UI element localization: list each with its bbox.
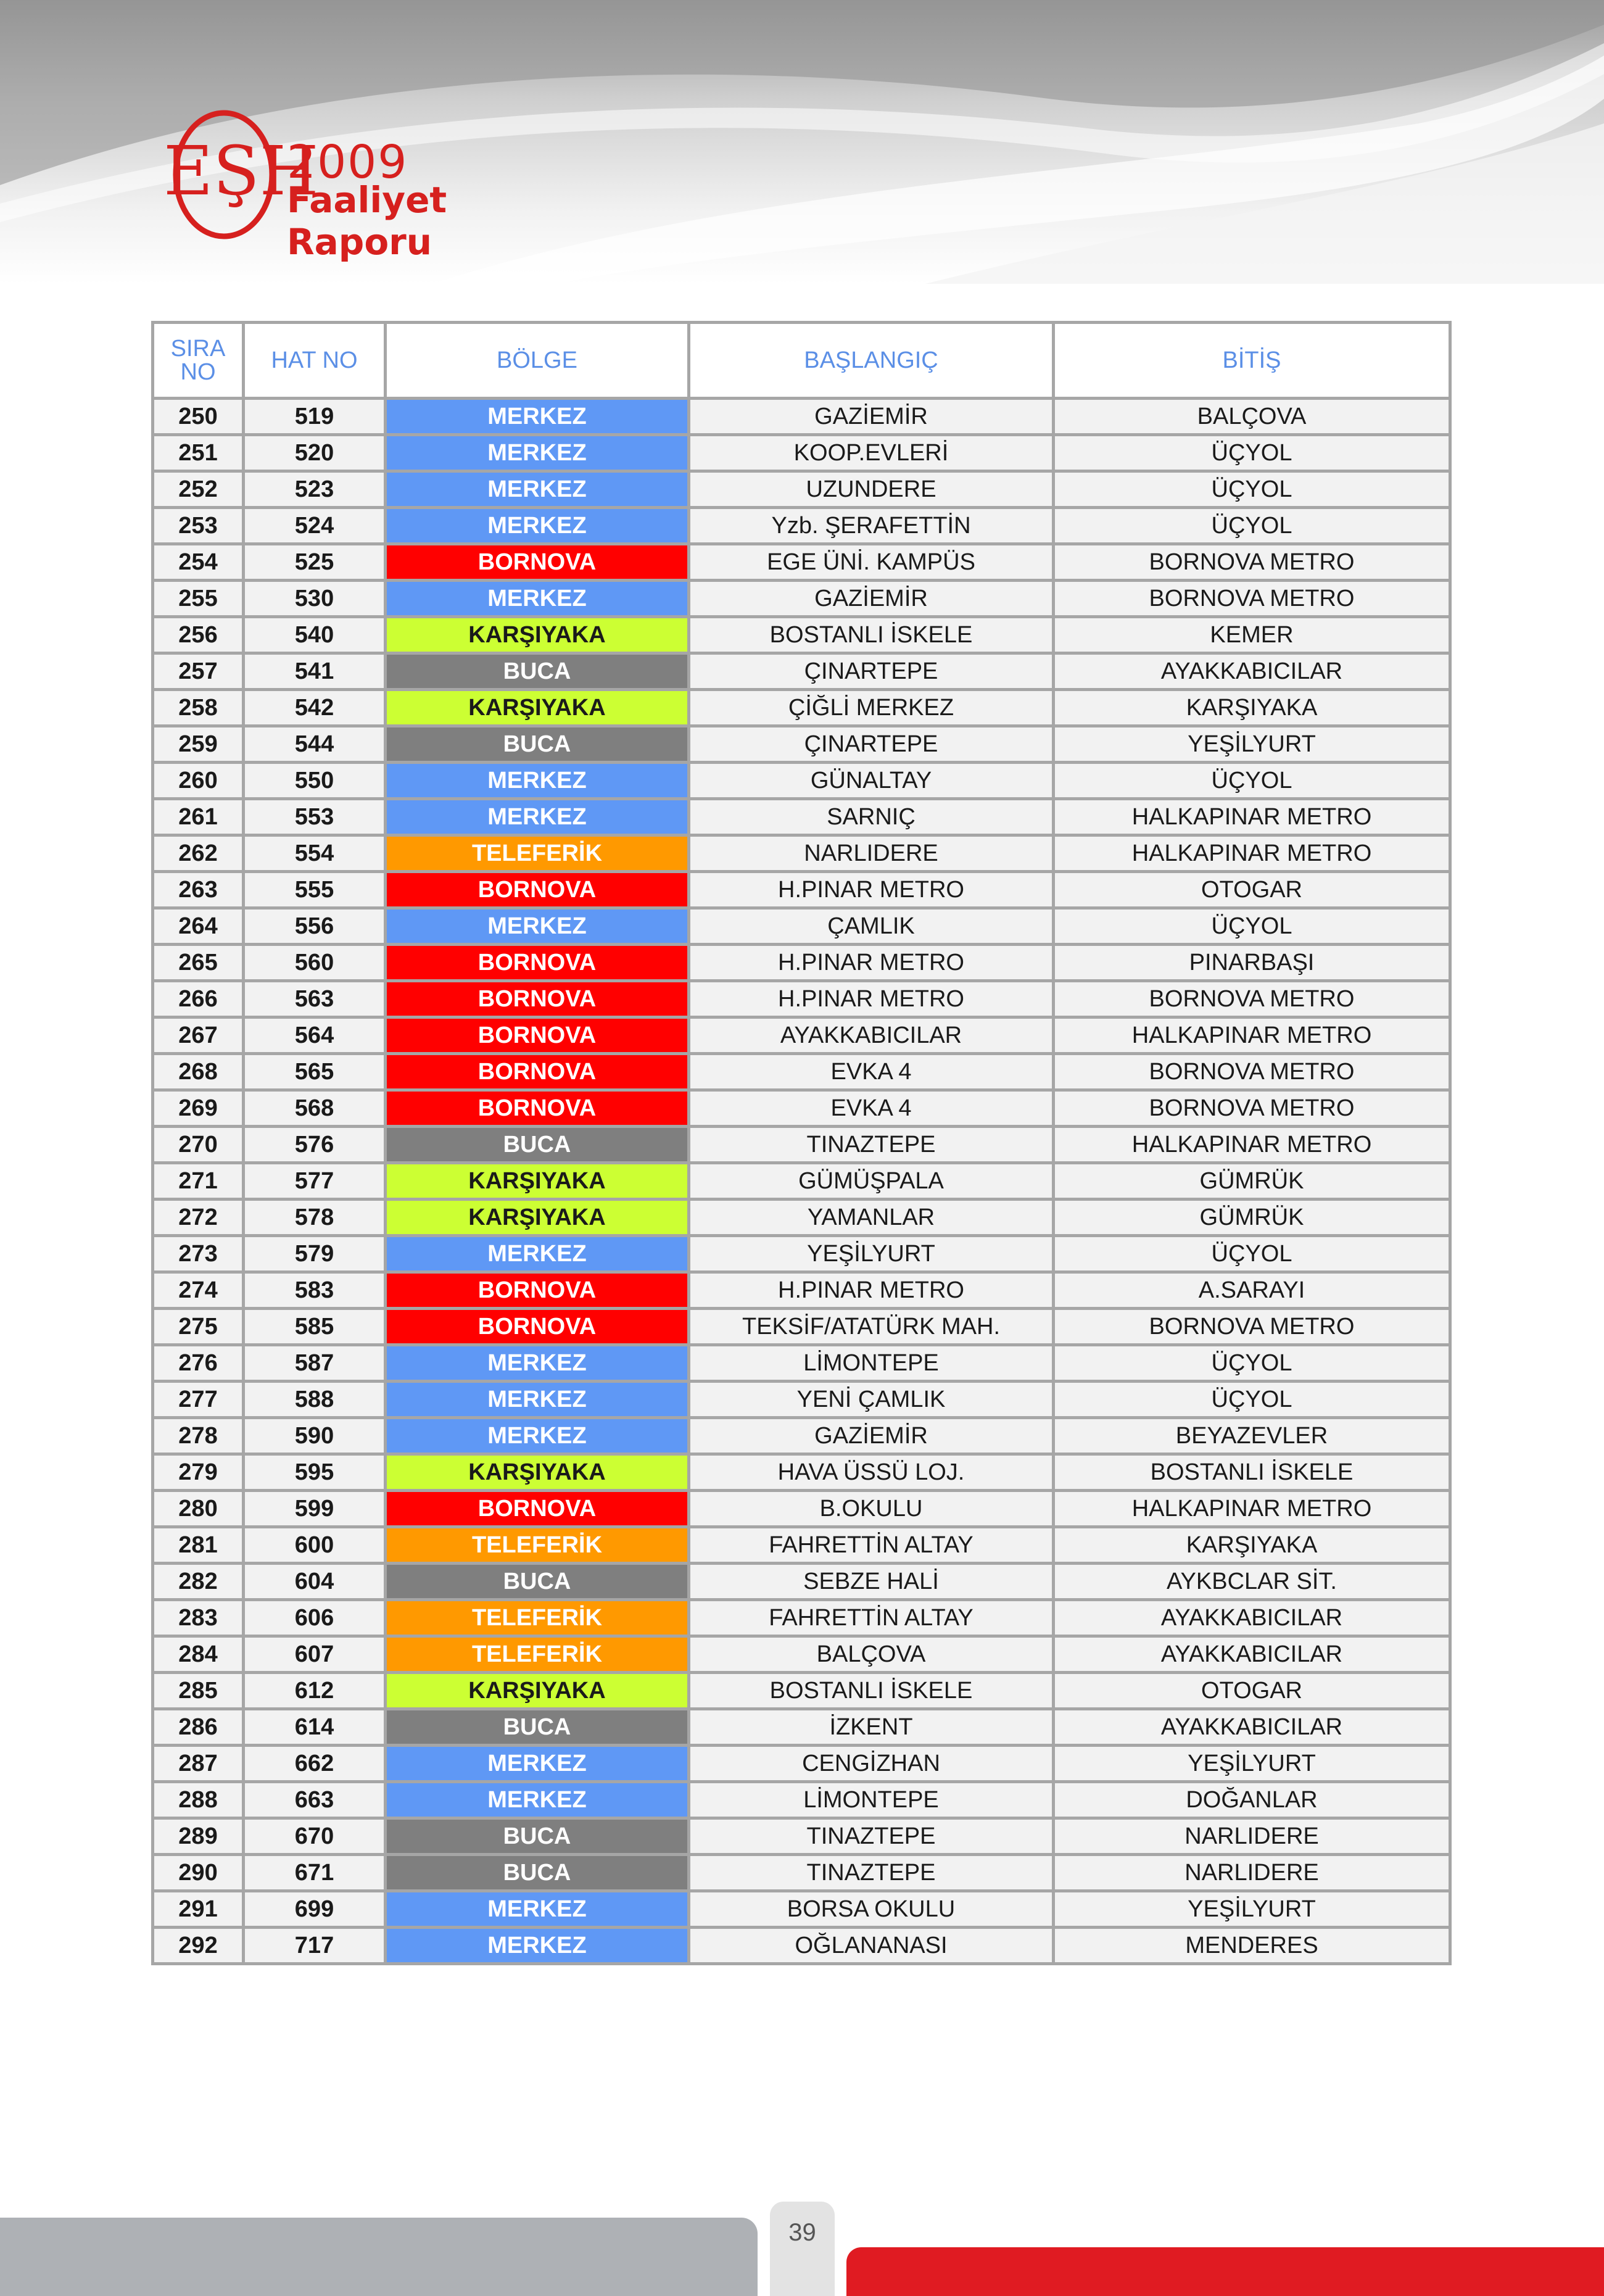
hat-no-cell: 576 — [244, 1127, 386, 1163]
region-cell: BUCA — [386, 1564, 689, 1600]
sira-no-cell: 254 — [153, 544, 244, 581]
end-stop-cell: YEŞİLYURT — [1054, 1891, 1450, 1928]
start-stop-cell: İZKENT — [689, 1709, 1054, 1746]
region-cell: BUCA — [386, 653, 689, 690]
start-stop-cell: GAZİEMİR — [689, 399, 1054, 435]
hat-no-cell: 599 — [244, 1491, 386, 1527]
start-stop-cell: ÇINARTEPE — [689, 653, 1054, 690]
sira-no-cell: 271 — [153, 1163, 244, 1200]
table-row — [153, 726, 1450, 763]
table-row — [153, 1746, 1450, 1782]
sira-no-cell: 269 — [153, 1090, 244, 1127]
start-stop-cell: GÜNALTAY — [689, 763, 1054, 799]
table-row — [153, 799, 1450, 835]
hat-no-cell: 577 — [244, 1163, 386, 1200]
start-stop-cell: YAMANLAR — [689, 1200, 1054, 1236]
hat-no-cell: 662 — [244, 1746, 386, 1782]
region-cell: BORNOVA — [386, 872, 689, 908]
start-stop-cell: CENGİZHAN — [689, 1746, 1054, 1782]
sira-no-cell: 256 — [153, 617, 244, 653]
sira-no-cell: 265 — [153, 945, 244, 981]
table-row — [153, 1418, 1450, 1454]
region-cell: MERKEZ — [386, 1746, 689, 1782]
table-row — [153, 1928, 1450, 1964]
start-stop-cell: H.PINAR METRO — [689, 981, 1054, 1017]
end-stop-cell: GÜMRÜK — [1054, 1200, 1450, 1236]
sira-no-cell: 262 — [153, 835, 244, 872]
sira-no-cell: 275 — [153, 1309, 244, 1345]
sira-no-cell: 273 — [153, 1236, 244, 1272]
start-stop-cell: YENİ ÇAMLIK — [689, 1382, 1054, 1418]
end-stop-cell: AYAKKABICILAR — [1054, 653, 1450, 690]
end-stop-cell: AYKBCLAR SİT. — [1054, 1564, 1450, 1600]
start-stop-cell: EVKA 4 — [689, 1054, 1054, 1090]
hat-no-cell: 555 — [244, 872, 386, 908]
sira-no-cell: 279 — [153, 1454, 244, 1491]
table-row — [153, 544, 1450, 581]
hat-no-cell: 600 — [244, 1527, 386, 1564]
table-row — [153, 1600, 1450, 1636]
end-stop-cell: ÜÇYOL — [1054, 471, 1450, 508]
hat-no-cell: 583 — [244, 1272, 386, 1309]
region-cell: MERKEZ — [386, 581, 689, 617]
hat-no-cell: 541 — [244, 653, 386, 690]
region-cell: MERKEZ — [386, 508, 689, 544]
start-stop-cell: TEKSİF/ATATÜRK MAH. — [689, 1309, 1054, 1345]
table-row — [153, 581, 1450, 617]
region-cell: BORNOVA — [386, 1054, 689, 1090]
start-stop-cell: H.PINAR METRO — [689, 1272, 1054, 1309]
table-row — [153, 908, 1450, 945]
sira-no-cell: 255 — [153, 581, 244, 617]
end-stop-cell: HALKAPINAR METRO — [1054, 1127, 1450, 1163]
hat-no-cell: 530 — [244, 581, 386, 617]
table-row — [153, 1127, 1450, 1163]
table-row — [153, 1891, 1450, 1928]
region-cell: BUCA — [386, 1818, 689, 1855]
sira-no-cell: 260 — [153, 763, 244, 799]
svg-text:EŞH: EŞH — [163, 131, 319, 210]
table-row — [153, 1345, 1450, 1382]
end-stop-cell: NARLIDERE — [1054, 1818, 1450, 1855]
hat-no-cell: 663 — [244, 1782, 386, 1818]
sira-no-cell: 284 — [153, 1636, 244, 1673]
table-row — [153, 1855, 1450, 1891]
region-cell: KARŞIYAKA — [386, 1454, 689, 1491]
start-stop-cell: BOSTANLI İSKELE — [689, 617, 1054, 653]
end-stop-cell: ÜÇYOL — [1054, 1382, 1450, 1418]
table-row — [153, 1017, 1450, 1054]
start-stop-cell: KOOP.EVLERİ — [689, 435, 1054, 471]
column-header-hat-no: HAT NO — [244, 323, 386, 399]
table-row — [153, 508, 1450, 544]
table-row — [153, 1782, 1450, 1818]
start-stop-cell: TINAZTEPE — [689, 1855, 1054, 1891]
hat-no-cell: 519 — [244, 399, 386, 435]
region-cell: BUCA — [386, 1127, 689, 1163]
region-cell: BORNOVA — [386, 1090, 689, 1127]
hat-no-cell: 670 — [244, 1818, 386, 1855]
table-row — [153, 1709, 1450, 1746]
table-row — [153, 1236, 1450, 1272]
end-stop-cell: ÜÇYOL — [1054, 1236, 1450, 1272]
sira-no-cell: 252 — [153, 471, 244, 508]
region-cell: TELEFERİK — [386, 1600, 689, 1636]
end-stop-cell: BORNOVA METRO — [1054, 581, 1450, 617]
end-stop-cell: ÜÇYOL — [1054, 1345, 1450, 1382]
sira-no-cell: 258 — [153, 690, 244, 726]
table-row — [153, 1454, 1450, 1491]
hat-no-cell: 604 — [244, 1564, 386, 1600]
hat-no-cell: 614 — [244, 1709, 386, 1746]
start-stop-cell: H.PINAR METRO — [689, 872, 1054, 908]
region-cell: MERKEZ — [386, 1891, 689, 1928]
hat-no-cell: 588 — [244, 1382, 386, 1418]
sira-no-cell: 292 — [153, 1928, 244, 1964]
start-stop-cell: BALÇOVA — [689, 1636, 1054, 1673]
start-stop-cell: NARLIDERE — [689, 835, 1054, 872]
start-stop-cell: EGE ÜNİ. KAMPÜS — [689, 544, 1054, 581]
column-header-bolge: BÖLGE — [386, 323, 689, 399]
region-cell: TELEFERİK — [386, 1636, 689, 1673]
sira-no-cell: 257 — [153, 653, 244, 690]
table-row — [153, 1090, 1450, 1127]
hat-no-cell: 542 — [244, 690, 386, 726]
hat-no-cell: 590 — [244, 1418, 386, 1454]
table-row — [153, 872, 1450, 908]
sira-no-cell: 261 — [153, 799, 244, 835]
table-row — [153, 1163, 1450, 1200]
hat-no-cell: 579 — [244, 1236, 386, 1272]
start-stop-cell: TINAZTEPE — [689, 1818, 1054, 1855]
start-stop-cell: BOSTANLI İSKELE — [689, 1673, 1054, 1709]
hat-no-cell: 520 — [244, 435, 386, 471]
footer-red-bar — [846, 2247, 1604, 2296]
table-row — [153, 1818, 1450, 1855]
table-row — [153, 1272, 1450, 1309]
region-cell: KARŞIYAKA — [386, 617, 689, 653]
start-stop-cell: FAHRETTİN ALTAY — [689, 1600, 1054, 1636]
end-stop-cell: HALKAPINAR METRO — [1054, 835, 1450, 872]
start-stop-cell: AYAKKABICILAR — [689, 1017, 1054, 1054]
region-cell: BORNOVA — [386, 1017, 689, 1054]
hat-no-cell: 554 — [244, 835, 386, 872]
region-cell: BORNOVA — [386, 1491, 689, 1527]
region-cell: MERKEZ — [386, 1382, 689, 1418]
hat-no-cell: 612 — [244, 1673, 386, 1709]
start-stop-cell: B.OKULU — [689, 1491, 1054, 1527]
sira-no-cell: 253 — [153, 508, 244, 544]
sira-no-cell: 251 — [153, 435, 244, 471]
start-stop-cell: BORSA OKULU — [689, 1891, 1054, 1928]
hat-no-cell: 699 — [244, 1891, 386, 1928]
hat-no-cell: 553 — [244, 799, 386, 835]
region-cell: MERKEZ — [386, 1928, 689, 1964]
end-stop-cell: AYAKKABICILAR — [1054, 1600, 1450, 1636]
end-stop-cell: BALÇOVA — [1054, 399, 1450, 435]
sira-no-cell: 267 — [153, 1017, 244, 1054]
region-cell: MERKEZ — [386, 799, 689, 835]
table-row — [153, 1309, 1450, 1345]
sira-no-cell: 288 — [153, 1782, 244, 1818]
table-row — [153, 1564, 1450, 1600]
start-stop-cell: ÇİĞLİ MERKEZ — [689, 690, 1054, 726]
table-row — [153, 690, 1450, 726]
table-row — [153, 1491, 1450, 1527]
start-stop-cell: GAZİEMİR — [689, 1418, 1054, 1454]
sira-no-cell: 276 — [153, 1345, 244, 1382]
region-cell: MERKEZ — [386, 908, 689, 945]
column-header-sira-no: SIRA NO — [153, 323, 244, 399]
table-body — [153, 399, 1450, 1964]
region-cell: MERKEZ — [386, 1418, 689, 1454]
end-stop-cell: HALKAPINAR METRO — [1054, 1017, 1450, 1054]
end-stop-cell: KARŞIYAKA — [1054, 1527, 1450, 1564]
table-row — [153, 617, 1450, 653]
page-number-tab — [770, 2202, 835, 2296]
hat-no-cell: 606 — [244, 1600, 386, 1636]
hat-no-cell: 556 — [244, 908, 386, 945]
report-title: Faaliyet Raporu — [287, 179, 447, 263]
start-stop-cell: YEŞİLYURT — [689, 1236, 1054, 1272]
end-stop-cell: BEYAZEVLER — [1054, 1418, 1450, 1454]
region-cell: KARŞIYAKA — [386, 1200, 689, 1236]
sira-no-cell: 286 — [153, 1709, 244, 1746]
region-cell: KARŞIYAKA — [386, 690, 689, 726]
hat-no-cell: 563 — [244, 981, 386, 1017]
hat-no-cell: 585 — [244, 1309, 386, 1345]
start-stop-cell: SARNIÇ — [689, 799, 1054, 835]
table-row — [153, 835, 1450, 872]
hat-no-cell: 717 — [244, 1928, 386, 1964]
end-stop-cell: ÜÇYOL — [1054, 435, 1450, 471]
region-cell: MERKEZ — [386, 1236, 689, 1272]
end-stop-cell: YEŞİLYURT — [1054, 1746, 1450, 1782]
table-row — [153, 1636, 1450, 1673]
table-row — [153, 945, 1450, 981]
start-stop-cell: EVKA 4 — [689, 1090, 1054, 1127]
sira-no-cell: 259 — [153, 726, 244, 763]
end-stop-cell: NARLIDERE — [1054, 1855, 1450, 1891]
start-stop-cell: OĞLANANASI — [689, 1928, 1054, 1964]
hat-no-cell: 560 — [244, 945, 386, 981]
hat-no-cell: 564 — [244, 1017, 386, 1054]
region-cell: BORNOVA — [386, 1272, 689, 1309]
sira-no-cell: 281 — [153, 1527, 244, 1564]
region-cell: MERKEZ — [386, 1345, 689, 1382]
hat-no-cell: 565 — [244, 1054, 386, 1090]
column-header-bitis: BİTİŞ — [1054, 323, 1450, 399]
sira-no-cell: 283 — [153, 1600, 244, 1636]
table-header-row — [153, 323, 1450, 399]
end-stop-cell: A.SARAYI — [1054, 1272, 1450, 1309]
hat-no-cell: 525 — [244, 544, 386, 581]
table-row — [153, 435, 1450, 471]
start-stop-cell: TINAZTEPE — [689, 1127, 1054, 1163]
region-cell: MERKEZ — [386, 1782, 689, 1818]
end-stop-cell: BORNOVA METRO — [1054, 1309, 1450, 1345]
end-stop-cell: OTOGAR — [1054, 872, 1450, 908]
hat-no-cell: 595 — [244, 1454, 386, 1491]
hat-no-cell: 544 — [244, 726, 386, 763]
report-logo — [157, 102, 552, 263]
region-cell: BORNOVA — [386, 544, 689, 581]
region-cell: MERKEZ — [386, 399, 689, 435]
region-cell: BUCA — [386, 1709, 689, 1746]
region-cell: TELEFERİK — [386, 835, 689, 872]
hat-no-cell: 587 — [244, 1345, 386, 1382]
table-row — [153, 653, 1450, 690]
bus-routes-table — [151, 321, 1452, 1965]
end-stop-cell: AYAKKABICILAR — [1054, 1636, 1450, 1673]
hat-no-cell: 540 — [244, 617, 386, 653]
table-row — [153, 1673, 1450, 1709]
start-stop-cell: Yzb. ŞERAFETTİN — [689, 508, 1054, 544]
table-row — [153, 1527, 1450, 1564]
sira-no-cell: 266 — [153, 981, 244, 1017]
page-header — [0, 0, 1604, 284]
region-cell: BORNOVA — [386, 981, 689, 1017]
sira-no-cell: 287 — [153, 1746, 244, 1782]
sira-no-cell: 289 — [153, 1818, 244, 1855]
end-stop-cell: KEMER — [1054, 617, 1450, 653]
start-stop-cell: FAHRETTİN ALTAY — [689, 1527, 1054, 1564]
sira-no-cell: 250 — [153, 399, 244, 435]
end-stop-cell: ÜÇYOL — [1054, 763, 1450, 799]
company-monogram-icon — [157, 102, 319, 250]
sira-no-cell: 270 — [153, 1127, 244, 1163]
region-cell: BUCA — [386, 726, 689, 763]
end-stop-cell: OTOGAR — [1054, 1673, 1450, 1709]
sira-no-cell: 278 — [153, 1418, 244, 1454]
sira-no-cell: 274 — [153, 1272, 244, 1309]
region-cell: BORNOVA — [386, 945, 689, 981]
hat-no-cell: 568 — [244, 1090, 386, 1127]
end-stop-cell: HALKAPINAR METRO — [1054, 799, 1450, 835]
end-stop-cell: KARŞIYAKA — [1054, 690, 1450, 726]
column-header-baslangic: BAŞLANGIÇ — [689, 323, 1054, 399]
end-stop-cell: GÜMRÜK — [1054, 1163, 1450, 1200]
end-stop-cell: PINARBAŞI — [1054, 945, 1450, 981]
region-cell: KARŞIYAKA — [386, 1673, 689, 1709]
table-row — [153, 763, 1450, 799]
end-stop-cell: BORNOVA METRO — [1054, 981, 1450, 1017]
region-cell: MERKEZ — [386, 763, 689, 799]
page-number: 39 — [788, 2219, 816, 2246]
table-row — [153, 399, 1450, 435]
end-stop-cell: AYAKKABICILAR — [1054, 1709, 1450, 1746]
sira-no-cell: 263 — [153, 872, 244, 908]
sira-no-cell: 282 — [153, 1564, 244, 1600]
sira-no-cell: 280 — [153, 1491, 244, 1527]
sira-no-cell: 291 — [153, 1891, 244, 1928]
table-row — [153, 471, 1450, 508]
end-stop-cell: BORNOVA METRO — [1054, 1090, 1450, 1127]
report-year: 2009 — [287, 136, 408, 189]
end-stop-cell: DOĞANLAR — [1054, 1782, 1450, 1818]
sira-no-cell: 277 — [153, 1382, 244, 1418]
table-row — [153, 1382, 1450, 1418]
hat-no-cell: 607 — [244, 1636, 386, 1673]
start-stop-cell: GAZİEMİR — [689, 581, 1054, 617]
region-cell: MERKEZ — [386, 471, 689, 508]
start-stop-cell: ÇAMLIK — [689, 908, 1054, 945]
end-stop-cell: ÜÇYOL — [1054, 908, 1450, 945]
start-stop-cell: LİMONTEPE — [689, 1782, 1054, 1818]
sira-no-cell: 268 — [153, 1054, 244, 1090]
start-stop-cell: GÜMÜŞPALA — [689, 1163, 1054, 1200]
hat-no-cell: 550 — [244, 763, 386, 799]
table-row — [153, 981, 1450, 1017]
sira-no-cell: 290 — [153, 1855, 244, 1891]
end-stop-cell: BORNOVA METRO — [1054, 544, 1450, 581]
start-stop-cell: ÇINARTEPE — [689, 726, 1054, 763]
hat-no-cell: 671 — [244, 1855, 386, 1891]
sira-no-cell: 272 — [153, 1200, 244, 1236]
hat-no-cell: 523 — [244, 471, 386, 508]
region-cell: KARŞIYAKA — [386, 1163, 689, 1200]
end-stop-cell: BORNOVA METRO — [1054, 1054, 1450, 1090]
table-row — [153, 1200, 1450, 1236]
start-stop-cell: H.PINAR METRO — [689, 945, 1054, 981]
start-stop-cell: SEBZE HALİ — [689, 1564, 1054, 1600]
end-stop-cell: ÜÇYOL — [1054, 508, 1450, 544]
end-stop-cell: HALKAPINAR METRO — [1054, 1491, 1450, 1527]
region-cell: TELEFERİK — [386, 1527, 689, 1564]
end-stop-cell: BOSTANLI İSKELE — [1054, 1454, 1450, 1491]
sira-no-cell: 264 — [153, 908, 244, 945]
end-stop-cell: MENDERES — [1054, 1928, 1450, 1964]
end-stop-cell: YEŞİLYURT — [1054, 726, 1450, 763]
table-row — [153, 1054, 1450, 1090]
hat-no-cell: 524 — [244, 508, 386, 544]
sira-no-cell: 285 — [153, 1673, 244, 1709]
start-stop-cell: UZUNDERE — [689, 471, 1054, 508]
start-stop-cell: LİMONTEPE — [689, 1345, 1054, 1382]
hat-no-cell: 578 — [244, 1200, 386, 1236]
footer-grey-bar — [0, 2218, 758, 2296]
start-stop-cell: HAVA ÜSSÜ LOJ. — [689, 1454, 1054, 1491]
region-cell: MERKEZ — [386, 435, 689, 471]
region-cell: BORNOVA — [386, 1309, 689, 1345]
region-cell: BUCA — [386, 1855, 689, 1891]
